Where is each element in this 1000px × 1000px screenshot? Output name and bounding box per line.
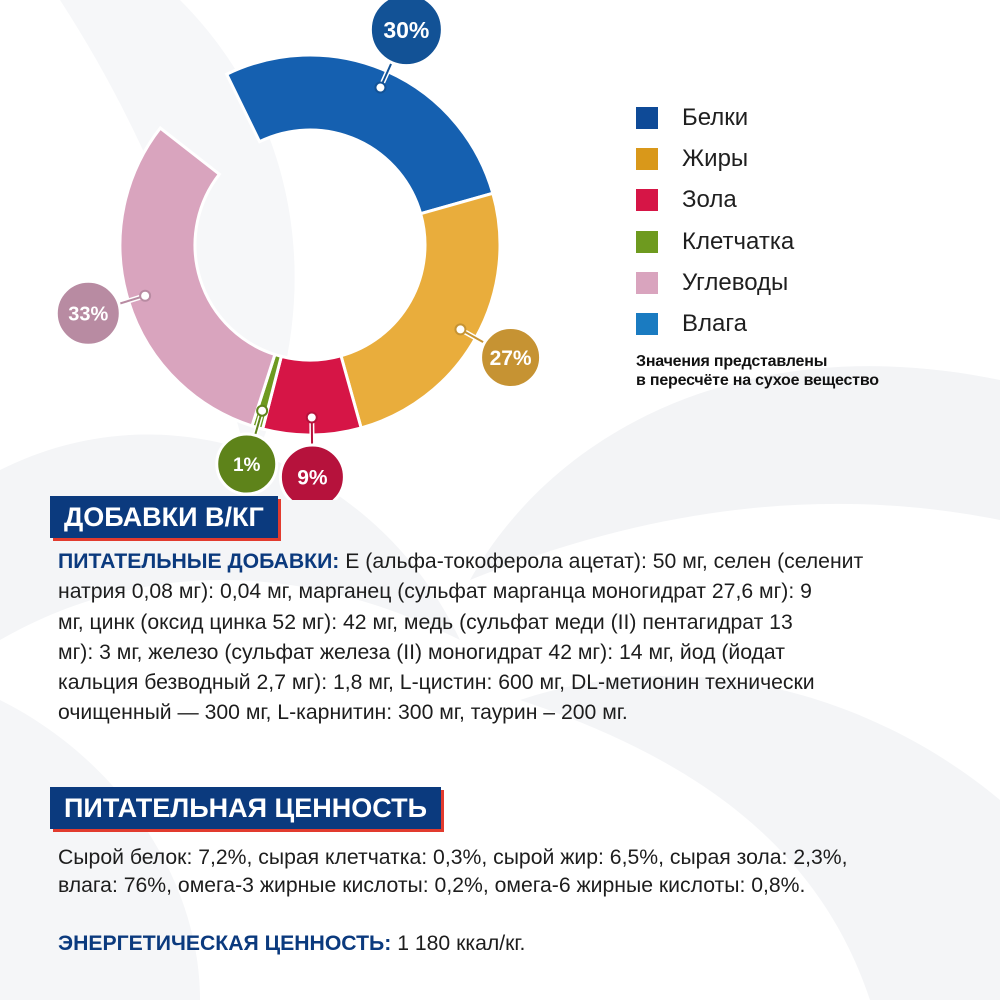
legend-item: [636, 180, 794, 221]
section-header-nutrition: ПИТАТЕЛЬНАЯ ЦЕННОСТЬ: [50, 787, 441, 829]
slice-1: [227, 55, 493, 214]
legend-label: Зола: [682, 186, 737, 214]
energy-value: 1 180 ккал/кг.: [391, 932, 526, 955]
slice-2-value-label: 27%: [489, 347, 532, 371]
section-header-additives: ДОБАВКИ В/КГ: [50, 496, 278, 538]
additives-line-5: кальция безводный 2,7 мг): 1,8 мг, L-цистин: 600 мг, DL-метионин технически: [58, 671, 815, 695]
legend-swatch: [636, 272, 658, 294]
legend-item: [636, 97, 794, 138]
chart-note-line-1: Значения представлены: [636, 353, 828, 370]
additives-line-4: мг): 3 мг, железо (сульфат железа (II) моногидрат 42 мг): 14 мг, йод (йодат: [58, 640, 785, 664]
additives-line-6: очищенный — 300 мг, L-карнитин: 300 мг, таурин – 200 мг.: [58, 701, 628, 725]
legend-label: Влага: [682, 310, 747, 338]
legend-item: [636, 221, 794, 262]
energy-label: ЭНЕРГЕТИЧЕСКАЯ ЦЕННОСТЬ:: [58, 932, 392, 955]
additives-text: [58, 547, 863, 729]
additives-line-2: натрия 0,08 мг): 0,04 мг, марганец (сульфат марганца моногидрат 27,6 мг): 9: [58, 580, 812, 604]
legend-label: Белки: [682, 103, 749, 131]
energy-line: [58, 929, 525, 959]
legend-swatch: [636, 148, 658, 170]
legend-item: [636, 303, 794, 344]
additives-lead: ПИТАТЕЛЬНЫЕ ДОБАВКИ:: [58, 550, 340, 573]
energy-text: [58, 929, 525, 959]
legend-label: Жиры: [682, 144, 749, 172]
legend-swatch: [636, 189, 658, 211]
legend-label: Клетчатка: [682, 227, 795, 255]
nutrition-line-2: влага: 76%, омега-3 жирные кислоты: 0,2%, омега-6 жирные кислоты: 0,8%.: [58, 874, 806, 897]
nutrition-line-1: Сырой белок: 7,2%, сырая клетчатка: 0,3%, сырой жир: 6,5%, сырая зола: 2,3%,: [58, 846, 848, 869]
chart-note-line-2: в пересчёте на сухое вещество: [636, 372, 879, 389]
legend-label: Углеводы: [682, 268, 789, 296]
additives-line-1: [58, 547, 863, 577]
slice-4-callout-dot: [257, 406, 267, 416]
slice-4-value-label: 1%: [232, 454, 261, 476]
nutrition-text: [58, 844, 848, 900]
legend-swatch: [636, 313, 658, 335]
slice-5-callout-dot: [140, 291, 150, 301]
chart-legend: [636, 97, 794, 345]
legend-swatch: [636, 231, 658, 253]
legend-swatch: [636, 107, 658, 129]
slice-2: [341, 193, 500, 428]
chart-note: [636, 352, 879, 390]
slice-3-callout-dot: [307, 412, 317, 422]
additives-line-3: мг, цинк (оксид цинка 52 мг): 42 мг, медь (сульфат меди (II) пентагидрат 13: [58, 610, 793, 634]
slice-1-callout-dot: [375, 83, 385, 93]
slice-5-value-label: 33%: [68, 303, 109, 326]
additives-line-1-text: Е (альфа-токоферола ацетат): 50 мг, селен (селенит: [339, 550, 864, 573]
slice-3-value-label: 9%: [297, 466, 328, 490]
slice-5: [120, 128, 275, 426]
slice-2-callout-dot: [455, 324, 465, 334]
legend-item: [636, 138, 794, 179]
slice-1-value-label: 30%: [383, 16, 430, 43]
legend-item: [636, 262, 794, 303]
